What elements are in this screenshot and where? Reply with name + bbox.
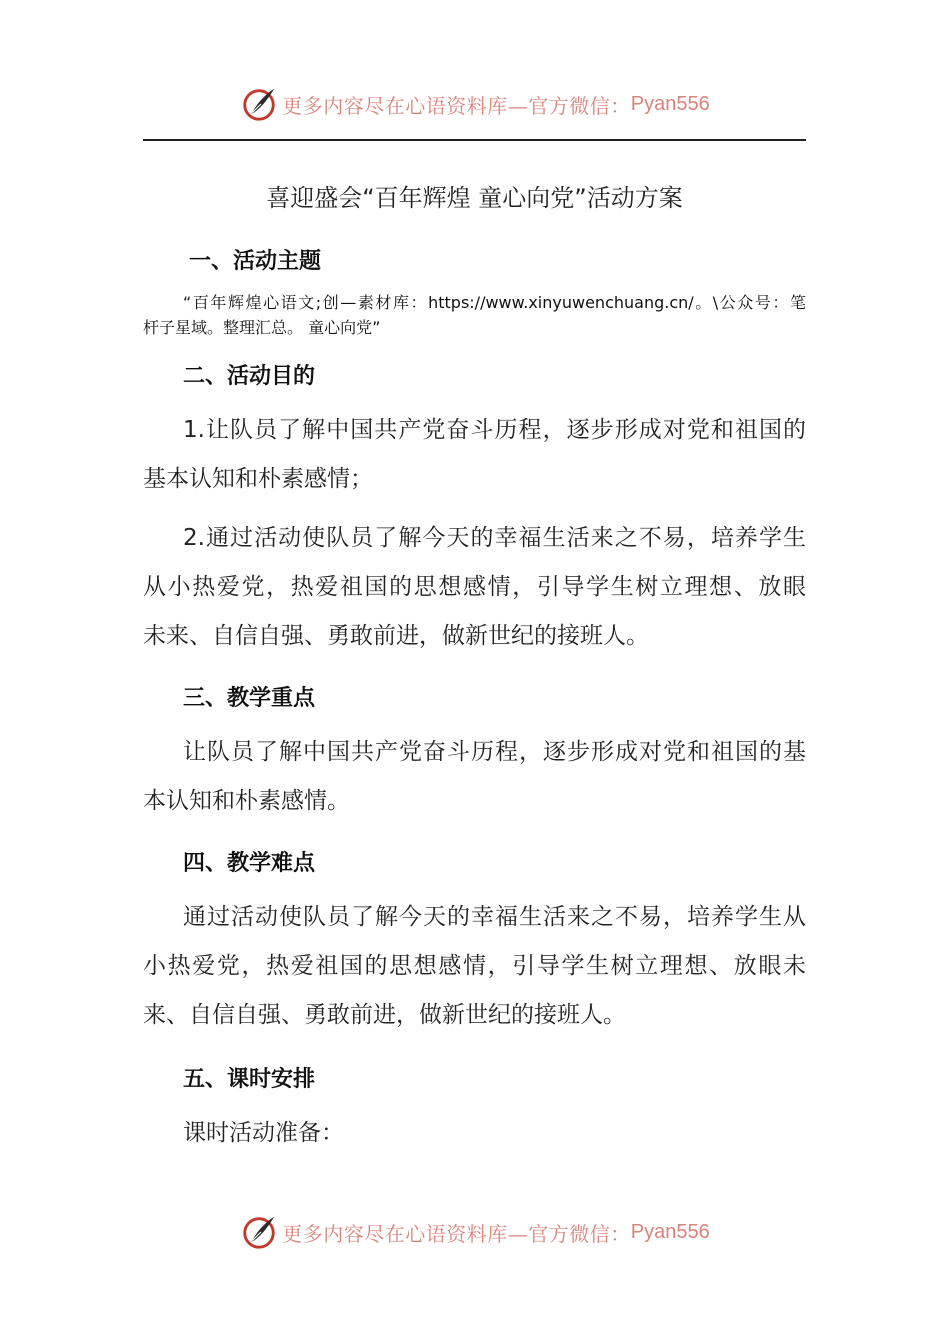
paragraph-line: 1.让队员了解中国共产党奋斗历程，逐步形成对党和祖国的: [183, 417, 806, 443]
footer-watermark: [0, 1212, 950, 1252]
theme-text: [143, 290, 806, 340]
paragraph-line: 从小热爱党，热爱祖国的思想感情，引导学生树立理想、放眼: [143, 574, 806, 600]
watermark-text: 更多内容尽在心语资料库—官方微信：: [282, 93, 631, 118]
difficulties-text: [143, 893, 806, 1040]
paragraph-line: 小热爱党，热爱祖国的思想感情，引导学生树立理想、放眼未: [143, 953, 806, 979]
paragraph-line: 让队员了解中国共产党奋斗历程，逐步形成对党和祖国的基: [183, 739, 806, 765]
quill-logo-icon: [240, 1213, 278, 1251]
paragraph-line: 基本认知和朴素感情；: [143, 466, 373, 492]
paragraph-line: 通过活动使队员了解今天的幸福生活来之不易，培养学生从: [183, 904, 806, 930]
section-heading-key-points: 三、教学重点: [183, 686, 316, 711]
paragraph-line: 课时活动准备：: [183, 1120, 344, 1146]
paragraph-line: 未来、自信自强、勇敢前进，做新世纪的接班人。: [143, 623, 649, 649]
watermark-wechat-id: Pyan556: [630, 92, 710, 115]
watermark-text: 更多内容尽在心语资料库—官方微信：: [282, 1221, 631, 1246]
purpose-item-2: [143, 514, 806, 661]
paragraph-line: 来、自信自强、勇敢前进，做新世纪的接班人。: [143, 1002, 626, 1028]
document-title: 喜迎盛会“百年辉煌 童心向党”活动方案: [266, 184, 683, 212]
section-heading-schedule: 五、课时安排: [183, 1067, 316, 1092]
paragraph-line: 本认知和朴素感情。: [143, 788, 350, 814]
paragraph-line: 2.通过活动使队员了解今天的幸福生活来之不易，培养学生: [183, 525, 806, 551]
theme-text-line: 杆子星域。整理汇总。 童心向党”: [143, 318, 381, 337]
header-rule: [143, 139, 806, 141]
section-heading-difficulties: 四、教学难点: [183, 851, 316, 876]
schedule-text: [143, 1109, 806, 1158]
header-watermark: [0, 84, 950, 124]
section-heading-theme: 一、活动主题: [189, 249, 322, 274]
watermark-wechat-id: Pyan556: [630, 1220, 710, 1243]
section-heading-purpose: 二、活动目的: [183, 364, 316, 389]
theme-text-line: “百年辉煌心语文;创—素材库：https://www.xinyuwenchuang.cn/。\公众号：笔: [183, 293, 806, 312]
quill-logo-icon: [240, 85, 278, 123]
key-points-text: [143, 728, 806, 826]
purpose-item-1: [143, 406, 806, 504]
